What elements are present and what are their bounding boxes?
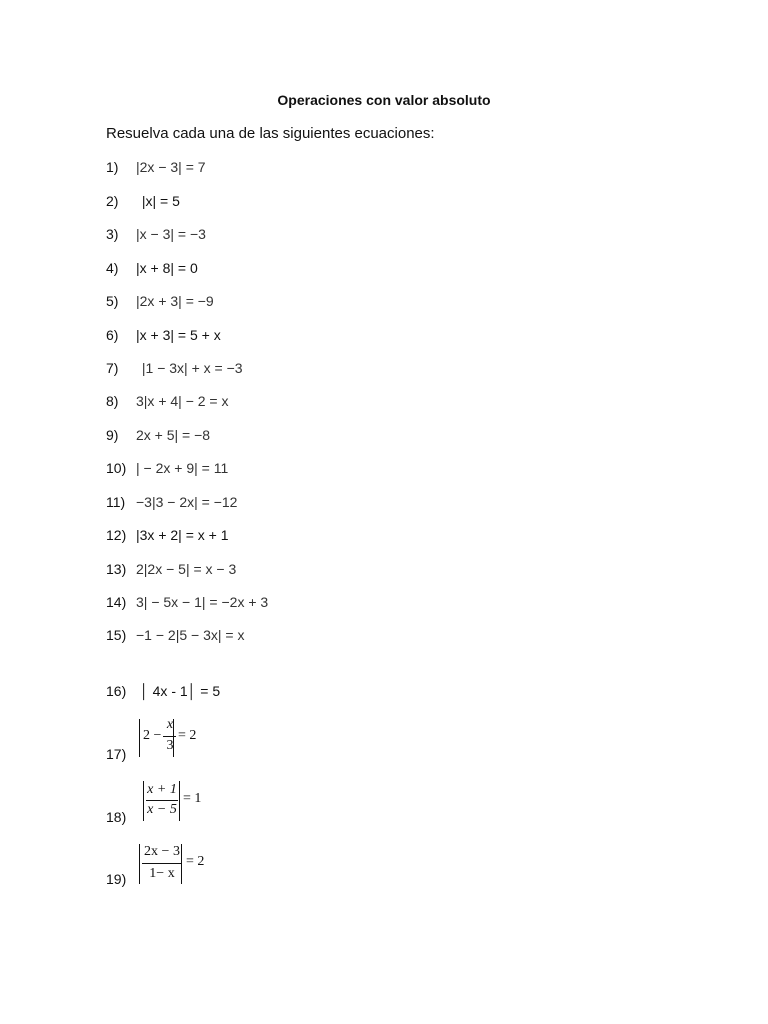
lead-term: 2 −: [143, 728, 162, 743]
denominator: x − 5: [147, 802, 177, 817]
equation: | − 2x + 9| = 11: [136, 460, 229, 476]
fraction-line: [142, 863, 182, 864]
problem-number: 10): [106, 460, 127, 476]
problem-3: [106, 226, 206, 242]
equation: 3|x + 4| − 2 = x: [136, 393, 229, 409]
equation: 2|2x − 5| = x − 3: [136, 561, 237, 577]
equation: |3x + 2| = x + 1: [136, 527, 229, 543]
numerator: x + 1: [147, 782, 177, 797]
fraction-equation: [137, 842, 217, 886]
fraction-equation: [141, 780, 221, 822]
equation: −3|3 − 2x| = −12: [136, 494, 238, 510]
absolute-bar-right: [181, 844, 182, 884]
numerator: x: [166, 717, 174, 732]
equation: |x| = 5: [138, 193, 180, 209]
problem-10: [106, 460, 228, 476]
problem-5: [106, 293, 214, 309]
problem-6: [106, 327, 221, 343]
problem-11: [106, 494, 237, 510]
problem-number: 14): [106, 594, 127, 610]
absolute-bar-right: [173, 719, 174, 757]
problem-number: 6): [106, 327, 119, 343]
problem-number: 5): [106, 293, 119, 309]
equation: −1 − 2|5 − 3x| = x: [136, 627, 245, 643]
problem-number: 3): [106, 226, 119, 242]
problem-number: 18): [106, 809, 127, 825]
problem-12: [106, 527, 229, 543]
right-hand-side: = 2: [186, 854, 205, 869]
equation: |1 − 3x| + x = −3: [138, 360, 243, 376]
problem-number: 12): [106, 527, 127, 543]
problem-number: 19): [106, 871, 127, 887]
denominator: 3: [166, 738, 174, 753]
numerator: 2x − 3: [144, 844, 180, 859]
equation: |2x + 3| = −9: [136, 293, 214, 309]
problem-number: 7): [106, 360, 119, 376]
absolute-bar-left: [139, 719, 140, 757]
equation: 2x + 5| = −8: [136, 427, 211, 443]
problem-8: [106, 393, 229, 409]
problem-7: [106, 360, 243, 376]
equation: |x + 8| = 0: [136, 260, 198, 276]
problem-number: 11): [106, 494, 126, 510]
problem-number: 1): [106, 159, 119, 175]
fraction-equation: [137, 717, 217, 759]
equation: |x − 3| = −3: [136, 226, 206, 242]
fraction-line: [163, 736, 176, 737]
page-title: Operaciones con valor absoluto: [277, 92, 491, 108]
problem-number: 13): [106, 561, 127, 577]
problem-1: [106, 159, 206, 175]
problem-15: [106, 627, 244, 643]
problem-number: 15): [106, 627, 127, 643]
problem-2: [106, 193, 180, 209]
absolute-bar-left: [143, 781, 144, 821]
problem-number: 17): [106, 746, 127, 762]
problem-number: 9): [106, 427, 119, 443]
problem-14: [106, 594, 268, 610]
absolute-bar-right: [179, 781, 180, 821]
absolute-bar-left: [139, 844, 140, 884]
problem-number: 2): [106, 193, 119, 209]
problem-number: 16): [106, 683, 127, 699]
equation: |2x − 3| = 7: [136, 159, 206, 175]
problem-9: [106, 427, 210, 443]
right-hand-side: = 1: [183, 791, 202, 806]
equation: │ 4x - 1│ = 5: [140, 683, 221, 699]
problem-number: 4): [106, 260, 119, 276]
equation: |x + 3| = 5 + x: [136, 327, 221, 343]
equation: 3| − 5x − 1| = −2x + 3: [136, 594, 269, 610]
problem-number: 8): [106, 393, 119, 409]
problem-13: [106, 561, 236, 577]
instructions: Resuelva cada una de las siguientes ecuaciones:: [106, 125, 435, 142]
problem-4: [106, 260, 198, 276]
denominator: 1− x: [149, 866, 175, 881]
problem-16: [106, 683, 220, 699]
fraction-line: [146, 800, 178, 801]
right-hand-side: = 2: [178, 728, 197, 743]
